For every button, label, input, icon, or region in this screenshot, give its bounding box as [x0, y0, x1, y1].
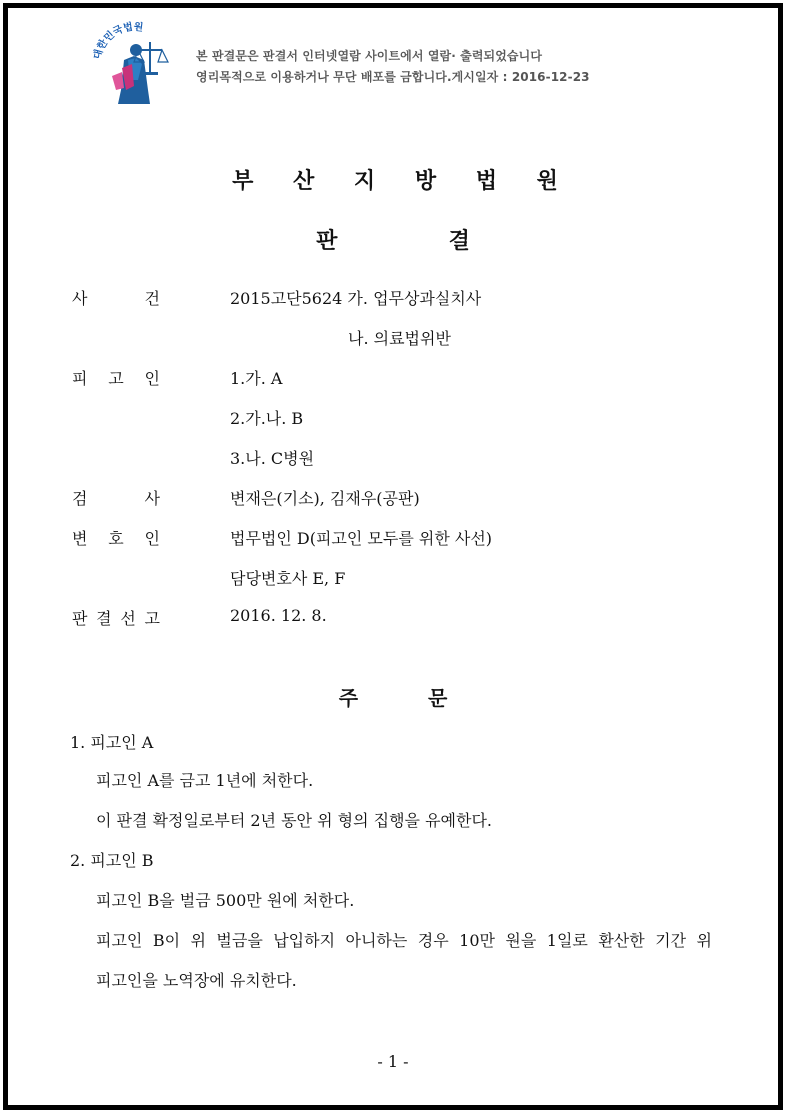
label-case: 사 건: [72, 289, 160, 308]
label-prosecutor: 검 사: [72, 489, 160, 508]
notice-line-1: 본 판결문은 판결서 인터넷열람 사이트에서 열람· 출력되었습니다: [196, 49, 543, 63]
court-name: 부 산 지 방 법 원: [232, 169, 574, 194]
value-prosecutor: 변재은(기소), 김재우(공판): [230, 489, 420, 508]
label-judgment-date: 판 결 선 고: [72, 609, 160, 628]
order-title-right: 문: [427, 686, 448, 710]
value-attorneys: 담당변호사 E, F: [230, 569, 346, 588]
court-emblem-icon: [88, 20, 184, 106]
label-defendant: 피 고 인: [72, 369, 160, 388]
emblem-text: 대한민국법원: [92, 21, 144, 61]
value-judgment-date: 2016. 12. 8.: [230, 606, 327, 625]
label-defense-counsel: 변 호 인: [72, 529, 160, 548]
order-item-1-heading: 1. 피고인 A: [70, 733, 154, 752]
value-case-number: 2015고단5624 가. 업무상과실치사: [230, 289, 482, 308]
value-law-firm: 법무법인 D(피고인 모두를 위한 사선): [230, 529, 493, 548]
page-number: - 1 -: [377, 1052, 409, 1071]
value-defendant-2: 2.가.나. B: [230, 409, 304, 428]
order-item-2-workhouse: 피고인을 노역장에 유치한다.: [96, 971, 297, 990]
document-title: [0, 224, 786, 255]
document-title-right: 결: [448, 229, 470, 254]
value-defendant-1: 1.가. A: [230, 369, 283, 388]
notice-line-2: 영리목적으로 이용하거나 무단 배포를 금합니다.게시일자 : 2016-12-23: [196, 70, 590, 84]
order-item-1-suspension: 이 판결 확정일로부터 2년 동안 위 형의 집행을 유예한다.: [96, 811, 492, 830]
document-title-left: 판: [316, 229, 338, 254]
order-item-2-fine: 피고인 B을 벌금 500만 원에 처한다.: [96, 891, 355, 910]
order-item-2-heading: 2. 피고인 B: [70, 851, 154, 870]
order-item-2-default-clause: 피고인 B이 위 벌금을 납입하지 아니하는 경우 10만 원을 1일로 환산한 기간 위: [96, 931, 712, 950]
order-title-left: 주: [338, 686, 359, 710]
order-title: [0, 682, 786, 711]
value-defendant-3: 3.나. C병원: [230, 449, 315, 468]
order-item-1-sentence: 피고인 A를 금고 1년에 처한다.: [96, 771, 314, 790]
value-case-charge-2: 나. 의료법위반: [348, 329, 451, 348]
